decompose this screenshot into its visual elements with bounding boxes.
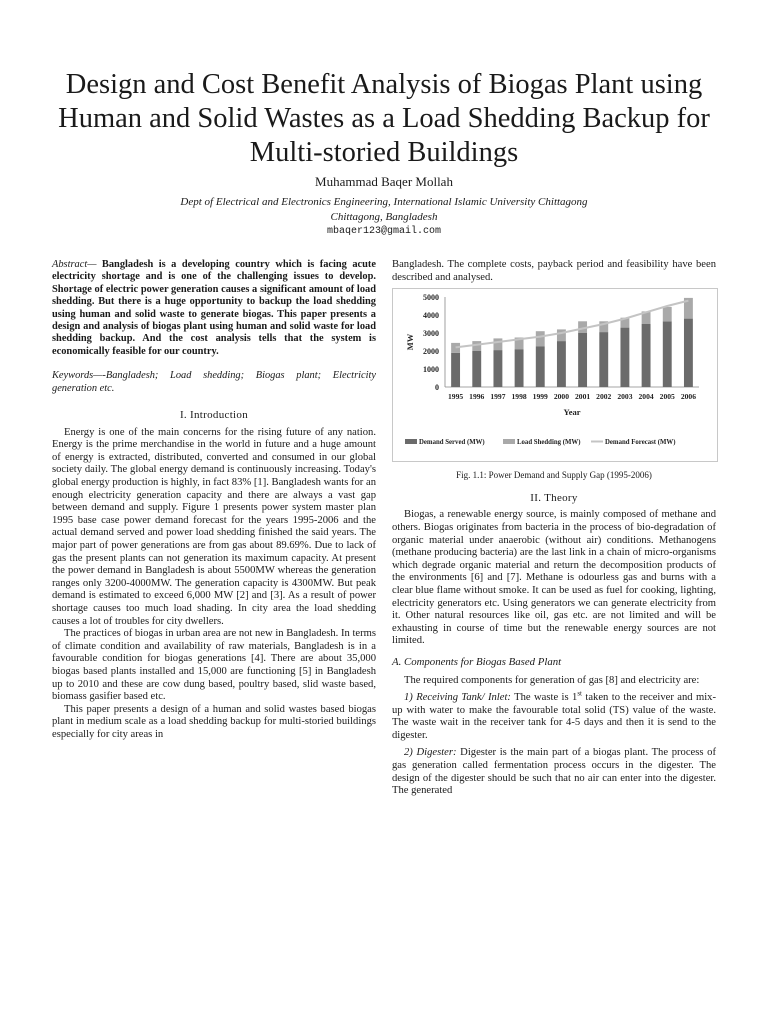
paper-title: Design and Cost Benefit Analysis of Biogas Plant using Human and Solid Wastes as a Load Shedding Backup for Multi-storied Buildings bbox=[58, 69, 710, 168]
bar-load-shedding bbox=[493, 339, 502, 351]
bar-demand-served bbox=[515, 349, 524, 387]
affiliation-line-1: Dept of Electrical and Electronics Engineering, International Islamic University Chittagong bbox=[180, 196, 588, 208]
bar-load-shedding bbox=[536, 331, 545, 346]
author-name: Muhammad Baqer Mollah bbox=[315, 174, 453, 189]
line-demand-forecast bbox=[456, 301, 689, 348]
legend-demand-forecast-label: Demand Forecast (MW) bbox=[605, 439, 676, 447]
x-axis-title: Year bbox=[563, 407, 581, 418]
affiliation bbox=[0, 195, 768, 225]
abstract-text: Bangladesh is a developing country which is facing acute electricity shortage and is one of the challenging issues to develop. Shortage of electric power generation causes a significant amount of load shedding. But there is a huge opportunity to backup the load shedding using human and solid waste to generate biogas. This paper presents a design and analysis of biogas plant using human and solid waste for load shedding backup. And the cost analysis tells that the system is economically feasible for our country. bbox=[52, 259, 376, 357]
abstract-label: Abstract— bbox=[52, 259, 97, 270]
legend-demand-served-swatch bbox=[405, 439, 417, 444]
bar-demand-served bbox=[536, 347, 545, 388]
legend-demand-served-label: Demand Served (MW) bbox=[419, 439, 485, 447]
bar-load-shedding bbox=[663, 307, 672, 321]
left-column bbox=[52, 259, 376, 742]
list-item-receiving-tank bbox=[392, 689, 716, 742]
bar-load-shedding bbox=[557, 330, 566, 342]
x-tick-label: 1996 bbox=[469, 392, 485, 402]
superscript: st bbox=[577, 689, 582, 698]
y-axis-title: MW bbox=[405, 333, 415, 351]
affiliation-line-2: Chittagong, Bangladesh bbox=[330, 211, 438, 223]
bar-demand-served bbox=[557, 341, 566, 387]
bar-demand-served bbox=[684, 319, 693, 387]
abstract bbox=[52, 259, 376, 358]
x-tick-label: 1995 bbox=[447, 392, 464, 402]
keywords: Keywords—-Bangladesh; Load shedding; Biogas plant; Electricity generation etc. bbox=[52, 370, 376, 394]
x-tick-label: 2003 bbox=[617, 392, 633, 402]
list-item-text: taken to the receiver and mix-up with water to make the favourable total solid (TS) value of the waste. The waste wait in the receiver tank for 4-5 days and then it is send to the digester. bbox=[392, 692, 716, 741]
y-tick-label: 0 bbox=[435, 383, 439, 393]
legend-load-shedding-label: Load Shedding (MW) bbox=[517, 439, 581, 447]
intro-paragraph-3-continued: Bangladesh. The complete costs, payback period and feasibility have been described and analysed. bbox=[392, 259, 716, 283]
list-item-title: 2) Digester: bbox=[404, 747, 457, 759]
figure-caption: Fig. 1.1: Power Demand and Supply Gap (1995-2006) bbox=[456, 470, 652, 481]
intro-paragraph-1: Energy is one of the main concerns for the rising future of any nation. Energy is the prime merchandise in the world in future and a huge amount of energy is extracted, distributed, converted and consumed in our global society daily. The global energy demand is continuously increasing. Today's global energy production is highly, in fact 83% [1]. Bangladesh wants for an enough electricity generation capacity and there are always a vast gap between demand and supply. Figure 1 presents power system master plan 1995 base case power demand forecast for the years 1995-2006 and the actual demand served and power load shedding finished the said years. The major part of power generations are from gas about 89.69%. Due to lack of gas the present plants can not generation its maximum capacity. At present the power demand in Bangladesh is about 5500MW whereas the generation ranges only 3200-4000MW. The generation capacity is 4300MW. But peak demand is estimated to exceed 6,000 MW [2] and [3]. As a result of power shortage causes too much load shading. In city area the load shedding causes a lot of troubles for city dwellers. bbox=[52, 426, 376, 627]
bar-demand-served bbox=[451, 353, 460, 387]
bar-demand-served bbox=[578, 333, 587, 387]
theory-paragraph-2: The required components for generation of gas [8] and electricity are: bbox=[404, 674, 700, 686]
bar-demand-served bbox=[663, 321, 672, 387]
intro-paragraph-2: The practices of biogas in urban area are not new in Bangladesh. In terms of climate condition and availability of raw materials, Bangladesh is in a favourable condition for biogas generations [4]. There are about 35,000 biogas based plants installed and 15,000 are functioning [5] in Bangladesh up to 2010 and these are cow dung based, poultry based, slid waste based, biomass gasifier based etc. bbox=[52, 628, 376, 703]
bar-demand-served bbox=[642, 324, 651, 387]
bar-demand-served bbox=[620, 328, 629, 387]
right-column bbox=[392, 259, 716, 798]
list-item-digester bbox=[392, 747, 716, 797]
y-tick-label: 1000 bbox=[423, 365, 439, 375]
figure-power-demand-chart bbox=[392, 288, 718, 462]
x-tick-label: 1999 bbox=[532, 392, 548, 402]
list-item-title: 1) Receiving Tank/ Inlet: bbox=[404, 692, 511, 704]
y-tick-label: 2000 bbox=[423, 347, 439, 357]
y-tick-label: 5000 bbox=[423, 293, 439, 303]
y-tick-label: 3000 bbox=[423, 329, 439, 339]
section-heading-theory: II. Theory bbox=[530, 491, 578, 504]
x-tick-label: 2000 bbox=[553, 392, 570, 402]
intro-paragraph-3: This paper presents a design of a human and solid wastes based biogas plant in medium scale as a load shedding backup for multi-storied buildings especially for city areas in bbox=[52, 703, 376, 740]
x-tick-label: 1997 bbox=[490, 392, 506, 402]
author-email: mbaqer123@gmail.com bbox=[326, 226, 442, 237]
subsection-heading-components: A. Components for Biogas Based Plant bbox=[392, 655, 562, 668]
x-tick-label: 1998 bbox=[511, 392, 527, 402]
bar-demand-served bbox=[472, 351, 481, 387]
x-tick-label: 2006 bbox=[680, 392, 697, 402]
list-item-text: Digester is the main part of a biogas plant. The process of gas generation called fermentation process occurs in the digester. The design of the digester should be such that no air can enter into the digester. The generated bbox=[392, 747, 716, 797]
bar-demand-served bbox=[599, 332, 608, 387]
list-item-text: The waste is 1 bbox=[510, 692, 578, 704]
theory-paragraph-1: Biogas, a renewable energy source, is mainly composed of methane and others. Biogas originates from bacteria in the process of bio-degradation of organic material under anaerobic (without air) conditions. Methanogens (methane producing bacteria) are the last link in a chain of micro-organisms which degrade organic material and return the decomposition products of the environments [6] and [7]. Methane is odourless gas and burns with a clear blue flame without smoke. It can be used as fuel for cooking, lighting, electricity generators etc. Using generators we can generate electricity from it. Other natural resources like oil, gas etc. are not limited and will be exhausting in course of time but the renewable energy sources are not limited. bbox=[392, 509, 716, 647]
x-tick-label: 2004 bbox=[638, 392, 654, 402]
section-heading-introduction: I. Introduction bbox=[179, 409, 249, 422]
x-tick-label: 2002 bbox=[596, 392, 612, 402]
x-tick-label: 2001 bbox=[574, 392, 591, 402]
legend-load-shedding-swatch bbox=[503, 439, 515, 444]
y-tick-label: 4000 bbox=[423, 311, 439, 321]
bar-demand-served bbox=[493, 350, 502, 387]
x-tick-label: 2005 bbox=[659, 392, 675, 402]
chart-svg bbox=[393, 289, 717, 461]
